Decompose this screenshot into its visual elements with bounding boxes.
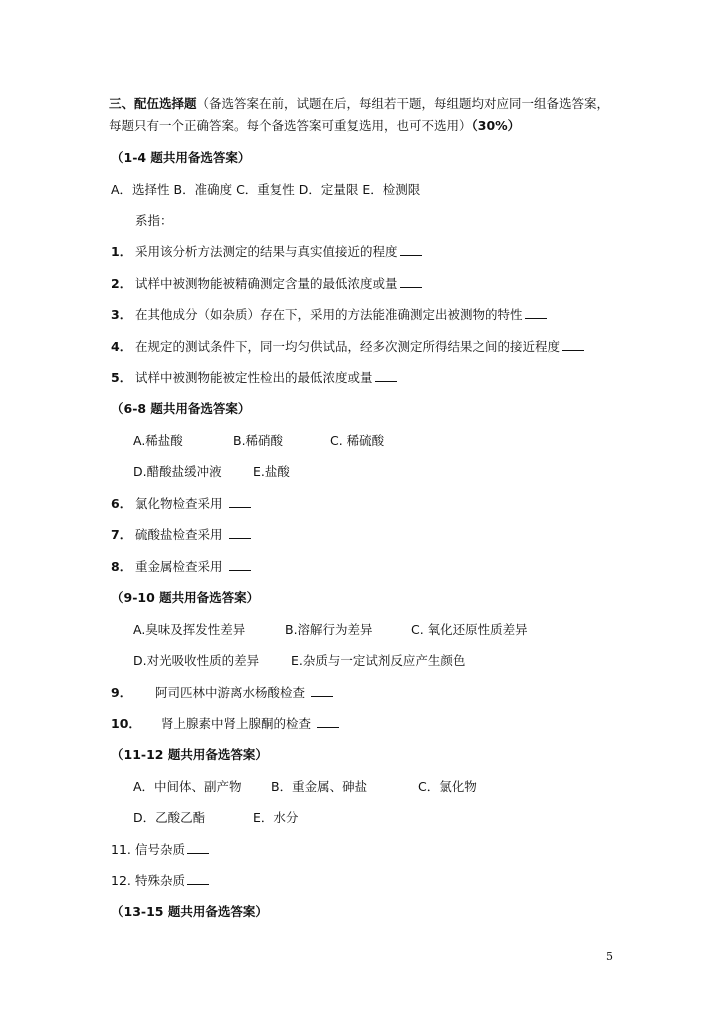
option-e: E.盐酸	[253, 464, 290, 479]
question-number: 6．	[111, 496, 133, 511]
answer-blank	[229, 558, 251, 571]
question-number: 7．	[111, 527, 133, 542]
options-row-11-12-b	[0, 809, 724, 827]
question-11	[111, 841, 209, 859]
answer-blank	[400, 275, 422, 288]
option-b: B.溶解行为差异	[285, 622, 373, 637]
option-b: B.稀硝酸	[233, 433, 284, 448]
section-score: （30%）	[471, 118, 521, 133]
question-text: 在规定的测试条件下，同一均匀供试品，经多次测定所得结果之间的接近程度	[135, 339, 561, 354]
question-number: 12.	[111, 873, 131, 888]
answer-blank	[375, 369, 397, 382]
options-row-6-8-a	[0, 432, 724, 450]
option-e: E.杂质与一定试剂反应产生颜色	[291, 653, 466, 668]
option-c: C. 稀硫酸	[330, 433, 385, 448]
question-text: 试样中被测物能被定性检出的最低浓度或量	[135, 370, 373, 385]
answer-blank	[525, 306, 547, 319]
answer-blank	[562, 338, 584, 351]
note-label: 系指：	[135, 213, 173, 228]
options-row-9-10-a	[0, 621, 724, 639]
question-number: 3．	[111, 307, 133, 322]
option-b: B．重金属、砷盐	[271, 779, 368, 794]
options-row-6-8-b	[0, 463, 724, 481]
question-10	[111, 715, 339, 733]
question-number: 4．	[111, 339, 133, 354]
question-text: 阿司匹林中游离水杨酸检查	[155, 685, 306, 700]
question-number: 8．	[111, 559, 133, 574]
options-line-1-4: A．选择性 B．准确度 C．重复性 D．定量限 E．检测限	[111, 182, 421, 197]
answer-blank	[187, 872, 209, 885]
answer-blank	[229, 495, 251, 508]
question-5	[111, 369, 397, 387]
question-number: 10．	[111, 716, 141, 731]
question-6	[111, 495, 251, 513]
question-text: 硫酸盐检查采用	[135, 527, 223, 542]
option-a: A.稀盐酸	[133, 433, 183, 448]
question-text: 肾上腺素中肾上腺酮的检查	[161, 716, 312, 731]
question-text: 在其他成分（如杂质）存在下，采用的方法能准确测定出被测物的特性	[135, 307, 523, 322]
answer-blank	[229, 526, 251, 539]
answer-blank	[317, 715, 339, 728]
question-text: 特殊杂质	[135, 873, 186, 888]
section-intro-line-2	[109, 115, 629, 137]
section-intro	[109, 93, 629, 137]
option-e: E．水分	[253, 810, 299, 825]
question-9	[111, 684, 333, 702]
question-number: 2．	[111, 276, 133, 291]
group-header-1-4: （1-4 题共用备选答案）	[111, 150, 251, 165]
answer-blank	[400, 243, 422, 256]
question-number: 1．	[111, 244, 133, 259]
question-text: 氯化物检查采用	[135, 496, 223, 511]
question-number: 5．	[111, 370, 133, 385]
options-row-9-10-b	[0, 652, 724, 670]
question-1	[111, 243, 422, 261]
group-header-11-12: （11-12 题共用备选答案）	[111, 747, 268, 762]
option-c: C. 氧化还原性质差异	[411, 622, 528, 637]
option-a: A.臭味及挥发性差异	[133, 622, 246, 637]
question-12	[111, 872, 209, 890]
question-7	[111, 526, 251, 544]
group-header-6-8: （6-8 题共用备选答案）	[111, 401, 251, 416]
group-header-13-15: （13-15 题共用备选答案）	[111, 904, 268, 919]
question-4	[111, 338, 584, 356]
question-number: 9．	[111, 685, 133, 700]
page-number: 5	[606, 950, 613, 963]
option-c: C．氯化物	[418, 779, 477, 794]
question-text: 重金属检查采用	[135, 559, 223, 574]
question-number: 11.	[111, 842, 131, 857]
question-8	[111, 558, 251, 576]
question-text: 采用该分析方法测定的结果与真实值接近的程度	[135, 244, 398, 259]
question-text: 试样中被测物能被精确测定含量的最低浓度或量	[135, 276, 398, 291]
option-a: A．中间体、副产物	[133, 779, 242, 794]
section-title: 三、配伍选择题	[109, 96, 197, 111]
option-d: D.对光吸收性质的差异	[133, 653, 260, 668]
section-description-1: （备选答案在前，试题在后，每组若干题，每组题均对应同一组备选答案，	[196, 96, 610, 111]
question-2	[111, 275, 422, 293]
answer-blank	[187, 841, 209, 854]
group-header-9-10: （9-10 题共用备选答案）	[111, 590, 260, 605]
options-row-11-12-a	[0, 778, 724, 796]
question-3	[111, 306, 547, 324]
answer-blank	[311, 684, 333, 697]
section-description-2: 每题只有一个正确答案。每个备选答案可重复选用，也可不选用）	[109, 118, 472, 133]
question-text: 信号杂质	[135, 842, 186, 857]
option-d: D．乙酸乙酯	[133, 810, 206, 825]
section-intro-line-1	[109, 93, 629, 115]
option-d: D.醋酸盐缓冲液	[133, 464, 222, 479]
